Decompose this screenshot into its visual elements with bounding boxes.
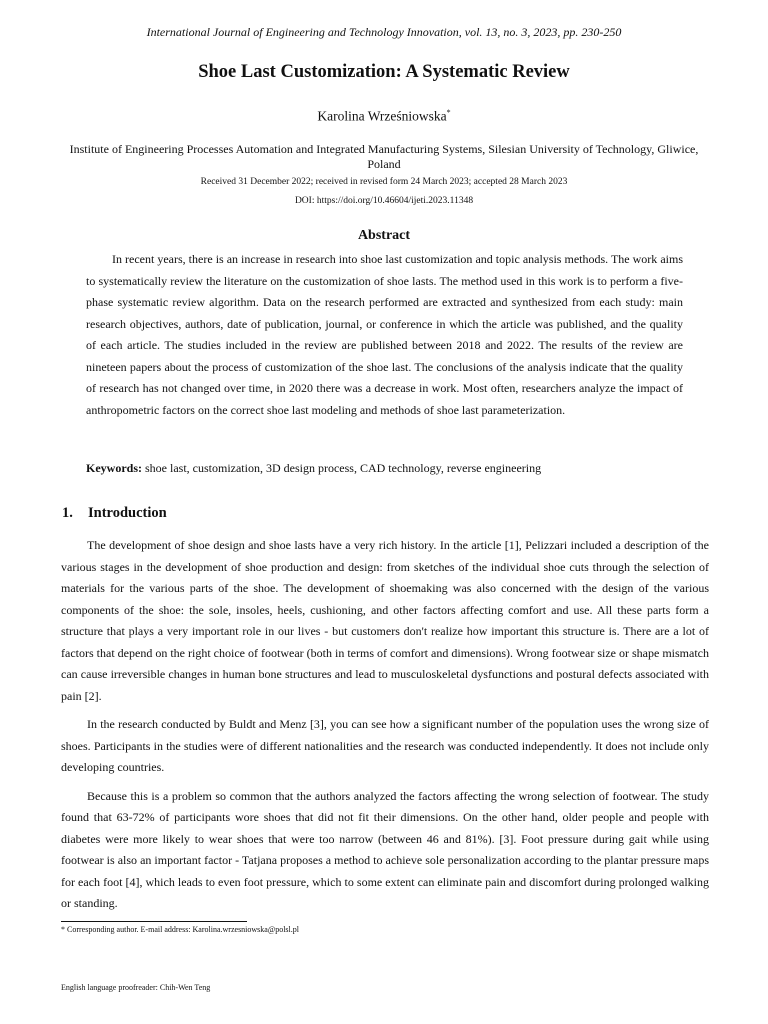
abstract-text: In recent years, there is an increase in research into shoe last customization and topic analysis methods. The work aims to systematically review the literature on the customization of shoe lasts. The method used in this work is to perform a five-phase systematic review algorithm. Data on the research performed are extracted and synthesized from each study: main research objectives, authors, date of publication, journal, or conference in which the article was published, and the quality of each article. The studies included in the review are published between 2018 and 2022. The results of the review are nineteen papers about the process of customization of the shoe last. The conclusions of the analysis indicate that the quality of research has not changed over time, in 2020 there was a decrease in work. Most often, researchers analyze the impact of anthropometric factors on the correct shoe last modeling and methods of shoe last parameterization. [86, 252, 683, 417]
keywords-list: shoe last, customization, 3D design process, CAD technology, reverse engineering [142, 461, 542, 475]
corresponding-author-footnote: * Corresponding author. E-mail address: Karolina.wrzesniowska@polsl.pl [61, 925, 299, 934]
paragraph: In the research conducted by Buldt and Menz [3], you can see how a significant number of the population uses the wrong size of shoes. Participants in the studies were of different nationalities and the research was conducted independently. It does not include only developing countries. [61, 717, 709, 774]
proofreader-note: English language proofreader: Chih-Wen Teng [61, 983, 211, 992]
keywords-label: Keywords: [86, 461, 142, 475]
received-dates: Received 31 December 2022; received in revised form 24 March 2023; accepted 28 March 2023 [200, 177, 568, 187]
author-name: Karolina Wrześniowska [317, 108, 447, 124]
paragraph: Because this is a problem so common that the authors analyzed the factors affecting the wrong selection of footwear. The study found that 63-72% of participants wore shoes that did not fit their dimensions. On the other hand, older people and people with diabetes were more likely to wear shoes that were too narrow (between 46 and 81%). [3]. Foot pressure during gait while using footwear is also an important factor - Tatjana proposes a method to achieve sole personalization according to the plantar pressure maps for each foot [4], which leads to even foot pressure, which to some extent can eliminate pain and discomfort during prolonged walking or standing. [61, 788, 709, 910]
paragraph: The development of shoe design and shoe lasts have a very rich history. In the article [1], Pelizzari included a description of the various stages in the development of shoe production and design: from sketches of the individual shoe cuts through the selection of materials for the various parts of the shoe. The development of shoemaking was also concerned with the design of the various components of the shoe: the sole, insoles, heels, cushioning, and other factors affecting comfort and use. All these parts form a structure that plays a very important role in our lives - but customers don't realize how important this structure is. There are a lot of factors that depend on the right choice of footwear (both in terms of comfort and dimensions). Wrong footwear size or shape mismatch can cause irreversible changes in human bone structures and lead to musculoskeletal dysfunctions and postural defects associated with pain [2]. [61, 538, 709, 703]
author-line [0, 108, 768, 125]
section-heading-introduction [62, 505, 167, 522]
keywords [86, 460, 683, 476]
paper-title: Shoe Last Customization: A Systematic Review [198, 62, 570, 82]
doi-line: DOI: https://doi.org/10.46604/ijeti.2023.11348 [294, 196, 474, 206]
section-title: Introduction [88, 505, 167, 521]
introduction-body [61, 535, 709, 922]
affiliation: Institute of Engineering Processes Automation and Integrated Manufacturing Systems, Silesian University of Technology, Gliwice, Poland [69, 142, 699, 171]
abstract-heading: Abstract [357, 228, 411, 243]
author-footnote-mark: * [446, 108, 451, 117]
footnote-divider [61, 921, 247, 922]
section-number: 1. [62, 505, 73, 521]
journal-header: International Journal of Engineering and Technology Innovation, vol. 13, no. 3, 2023, pp. 230-250 [146, 25, 622, 39]
